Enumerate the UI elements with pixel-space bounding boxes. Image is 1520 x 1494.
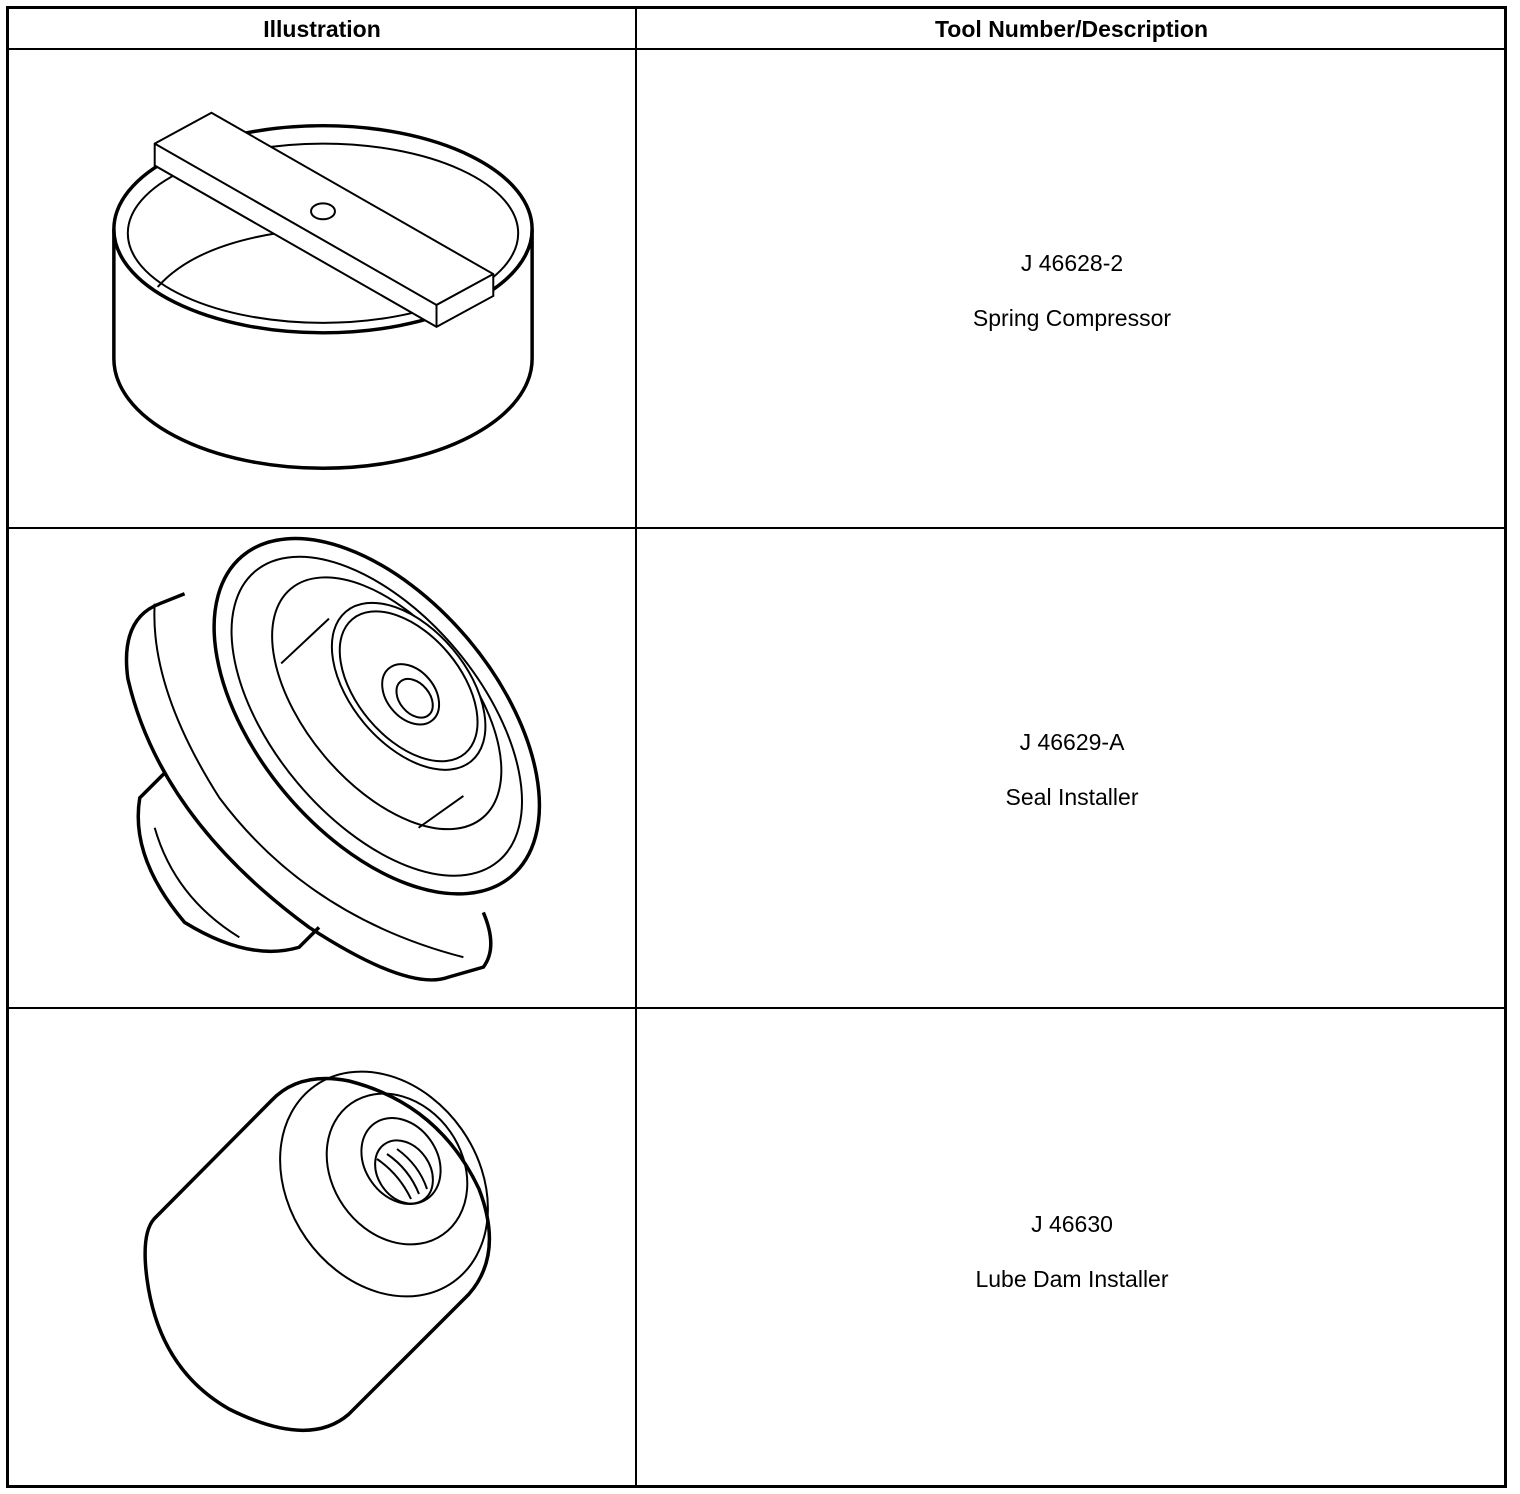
seal-installer-illustration	[9, 529, 635, 1007]
tool-description: Spring Compressor	[972, 305, 1172, 331]
tool-description-cell	[637, 529, 1507, 1007]
header-tool-description: Tool Number/Description	[934, 16, 1209, 42]
tool-number: J 46628-2	[1020, 250, 1124, 276]
tool-description: Lube Dam Installer	[975, 1266, 1169, 1292]
tool-description-cell	[637, 1009, 1507, 1485]
lube-dam-installer-illustration	[9, 1009, 635, 1485]
special-tools-table	[6, 6, 1507, 1488]
illustration-cell	[9, 1009, 635, 1485]
table-row	[9, 1009, 1504, 1485]
spring-compressor-illustration	[9, 50, 635, 527]
table-header-row	[9, 9, 1504, 50]
tool-description-cell	[637, 50, 1507, 527]
tool-number: J 46629-A	[1019, 729, 1125, 755]
tool-number: J 46630	[1031, 1211, 1113, 1237]
tool-description: Seal Installer	[1005, 784, 1139, 810]
illustration-cell	[9, 529, 635, 1007]
illustration-cell	[9, 50, 635, 527]
table-row	[9, 50, 1504, 529]
table-row	[9, 529, 1504, 1009]
header-illustration: Illustration	[263, 16, 381, 42]
